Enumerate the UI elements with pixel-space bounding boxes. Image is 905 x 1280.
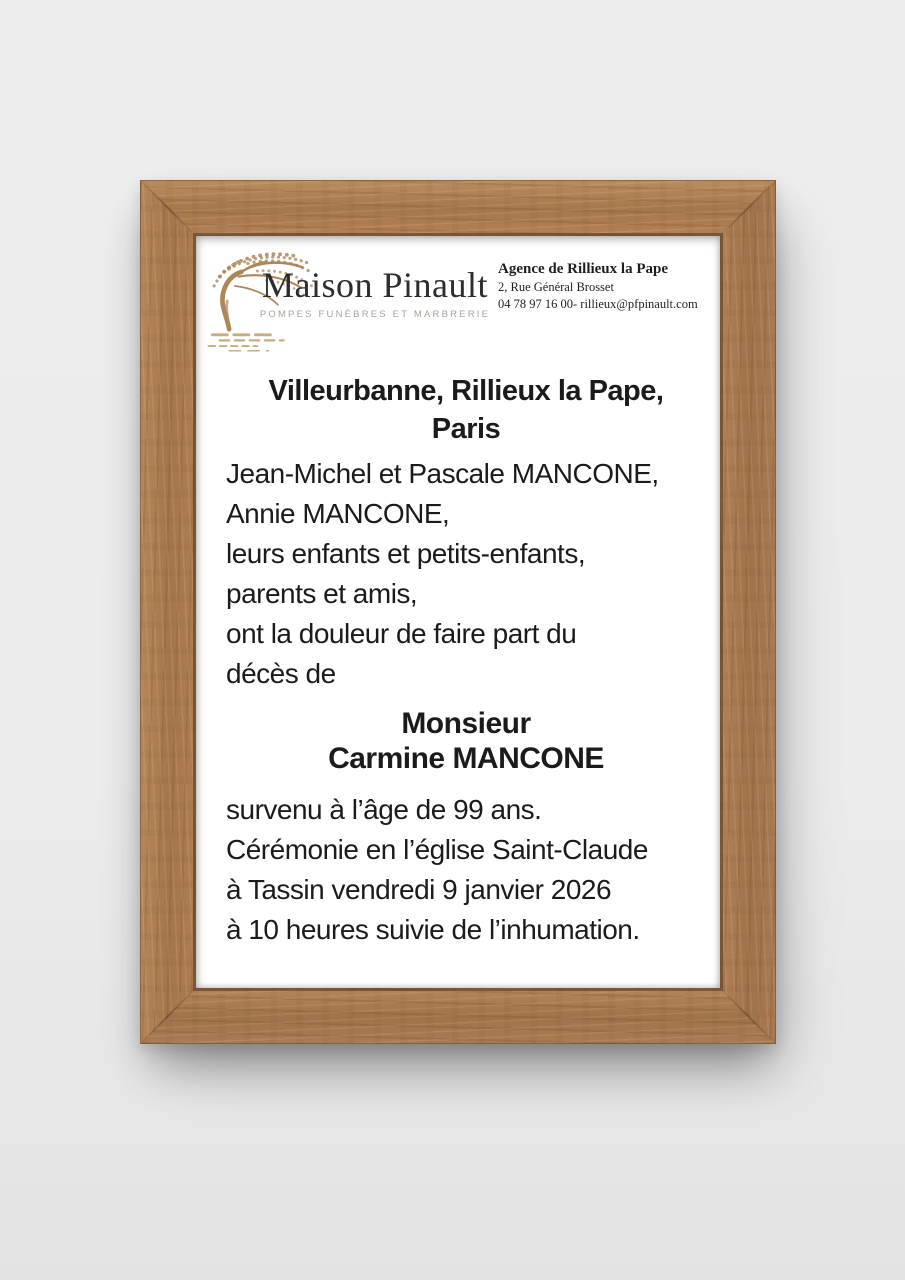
family-line: leurs enfants et petits-enfants, [226,538,586,569]
family-line: Jean-Michel et Pascale MANCONE, [226,458,659,489]
frame-bottom-rail [140,988,776,1044]
closing-line: à 10 heures suivie de l’inhumation. [226,914,640,945]
cities-line: Paris [431,413,501,445]
family-line: Annie MANCONE, [226,498,450,529]
family-line: décès de [226,658,336,689]
brand-tagline: POMPES FUNÈBRES ET MARBRERIE [259,309,491,320]
closing-line: à Tassin vendredi 9 janvier 2026 [226,874,612,905]
photo-frame [140,180,776,1044]
funeral-home-logo [256,264,494,320]
agency-address: 2, Rue Général Brosset [498,280,614,294]
brand-name: Maison Pinault [261,265,488,305]
agency-title: Agence de Rillieux la Pape [498,261,668,277]
closing-line: Cérémonie en l’église Saint-Claude [226,834,648,865]
family-line: ont la douleur de faire part du [226,618,577,649]
ceremony-block [226,790,706,950]
death-notice-paper [196,236,720,988]
notice-header [226,248,706,348]
deceased-block [226,706,706,776]
agency-info [498,260,702,313]
cities-heading [226,372,706,448]
frame-top-rail [140,180,776,236]
agency-contact: 04 78 97 16 00- rillieux@pfpinault.com [498,297,698,311]
closing-line: survenu à l’âge de 99 ans. [226,794,542,825]
deceased-name: Carmine MANCONE [328,742,604,775]
family-block [226,454,706,694]
frame-left-rail [140,180,196,1044]
deceased-title: Monsieur [401,707,531,740]
family-line: parents et amis, [226,578,418,609]
cities-line: Villeurbanne, Rillieux la Pape, [268,375,664,407]
frame-right-rail [720,180,776,1044]
